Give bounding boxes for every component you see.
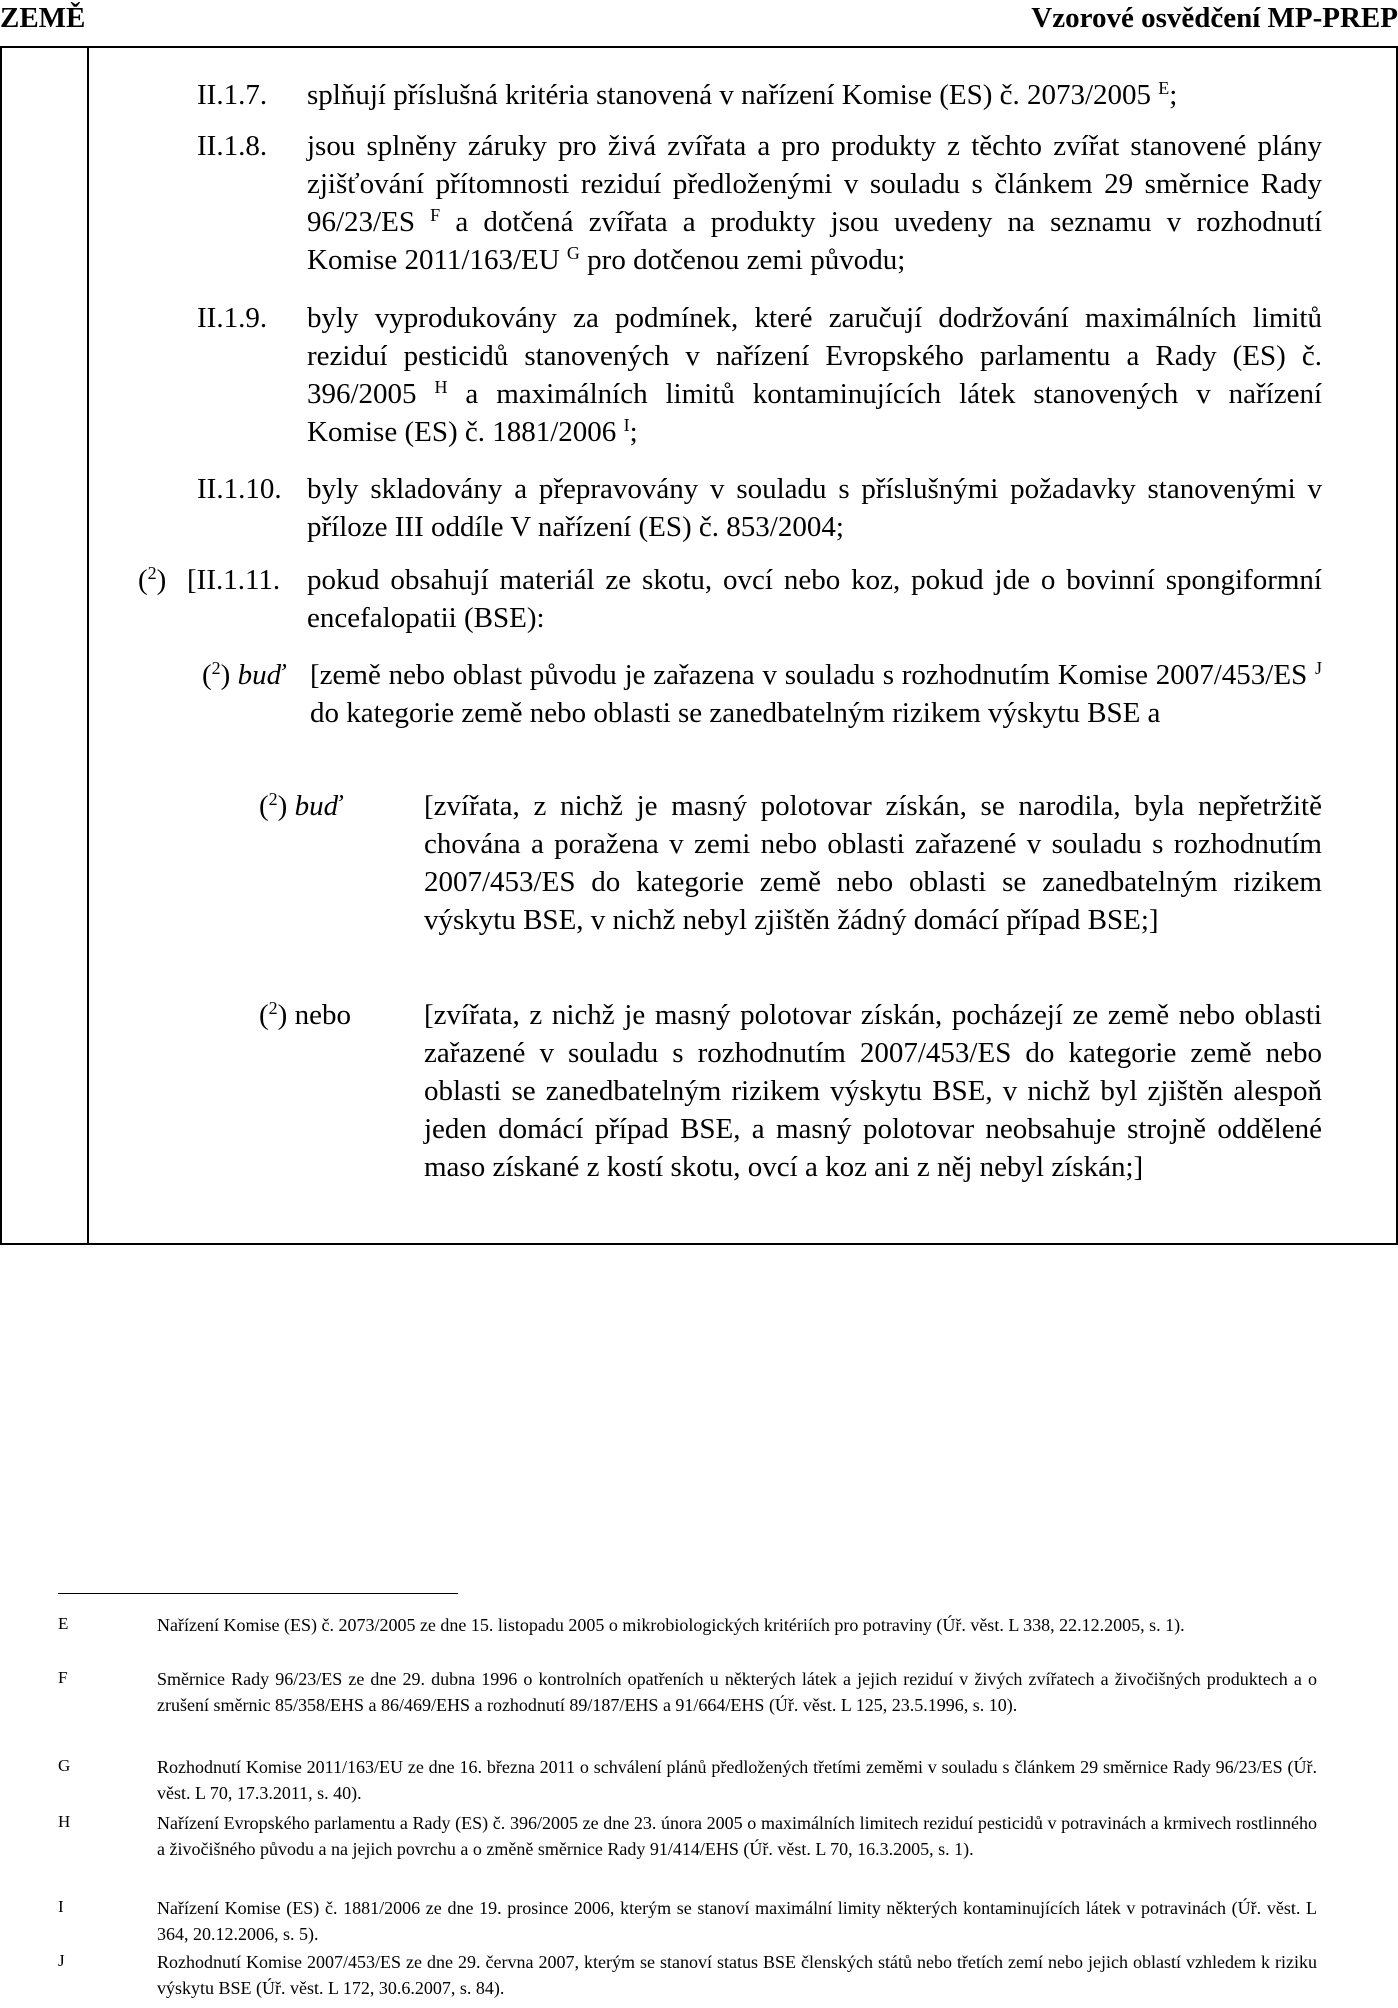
option-text: [zvířata, z nichž je masný polotovar získán, pocházejí ze země nebo oblasti zařazené v souladu s rozhodnutím 2007/453/ES do kategorie země nebo oblasti se zanedbatelným rizikem výskytu BSE, v nichž byl zjištěn alespoň jeden domácí případ BSE, a masný polotovar neobsahuje strojně oddělené maso získané z kostí skotu, ovcí a koz ani z něj nebyl získán;] [424,999,1322,1183]
footnote-ref: I [623,415,630,435]
footnote-text: Rozhodnutí Komise 2007/453/ES ze dne 29. června 2007, kterým se stanoví status BSE členských států nebo třetích zemí nebo jejich oblastí vzhledem k riziku výskytu BSE (Úř. věst. L 172, 30.6.2007, s. 84). [157,1952,1317,1998]
footnote-text: Nařízení Evropského parlamentu a Rady (ES) č. 396/2005 ze dne 23. února 2005 o maximálních limitech reziduí pesticidů v potravinách a krmivech rostlinného a živočišného původu a na jejich povrchu a o změně směrnice Rady 91/414/EHS (Úř. věst. L 70, 16.3.2005, s. 1). [157,1813,1317,1859]
item-number: II.1.8. [197,130,268,162]
footnote-separator [58,1593,458,1594]
item-number: II.1.9. [197,302,268,334]
footnote-ref: H [434,377,448,397]
footnote-letter: J [58,1951,65,1970]
item-text: jsou splněny záruky pro živá zvířata a pro produkty z těchto zvířat stanovené plány zjišťování přítomnosti reziduí předloženými v souladu s článkem 29 směrnice Rady 96/23/ES $^F$ a dotčená zvířata a produkty jsou uvedeny na seznamu v rozhodnutí Komise 2011/163/EU $^G$ pro dotčenou zemi původu; [307,130,1323,276]
footnote-ref: G [566,243,580,263]
item-number: II.1.10. [197,473,282,505]
footnote-letter: I [58,1897,64,1916]
footnote-text: Nařízení Komise (ES) č. 1881/2006 ze dne 19. prosince 2006, kterým se stanoví maximální limity některých kontaminujících látek v potravinách (Úř. věst. L 364, 20.12.2006, s. 5). [157,1898,1317,1944]
footnote-ref: F [430,205,441,225]
frame-column-divider [87,48,89,1243]
header-certificate-title: Vzorové osvědčení MP-PREP [1031,2,1398,34]
item-text: splňují příslušná kritéria stanovená v nařízení Komise (ES) č. 2073/2005 $^E$; [307,78,1178,111]
header-country: ZEMĚ [0,2,86,34]
option-or: ($^2$) nebo [259,998,351,1031]
footnote-letter: F [58,1668,68,1687]
footnote-text: Nařízení Komise (ES) č. 2073/2005 ze dne 15. listopadu 2005 o mikrobiologických kritériích pro potraviny (Úř. věst. L 338, 22.12.2005, s. 1). [157,1615,1185,1635]
option-text: [země nebo oblast původu je zařazena v souladu s rozhodnutím Komise 2007/453/ES $^J$ do kategorie země nebo oblasti se zanedbatelným rizikem výskytu BSE a [310,658,1322,729]
option-either: ($^2$) buď [259,789,342,822]
item-number: II.1.7. [197,79,268,111]
item-text: byly vyprodukovány za podmínek, které zaručují dodržování maximálních limitů reziduí pesticidů stanovených v nařízení Evropského parlamentu a Rady (ES) č. 396/2005 $^H$ a maximálních limitů kontaminujících látek stanovených v nařízení Komise (ES) č. 1881/2006 $^I$; [307,302,1323,448]
footnote-letter: E [58,1614,69,1633]
option-either: ($^2$) buď [202,658,285,691]
footnote-text: Směrnice Rady 96/23/ES ze dne 29. dubna 1996 o kontrolních opatřeních u některých látek a jejich reziduí v živých zvířatech a živočišných produktech a o zrušení směrnic 85/358/EHS a 86/469/EHS a rozhodnutí 89/187/EHS a 91/664/EHS (Úř. věst. L 125, 23.5.1996, s. 10). [157,1669,1317,1715]
option-marker: ($^2$) [138,563,167,596]
item-number: [II.1.11. [187,564,281,596]
option-text: [zvířata, z nichž je masný polotovar získán, se narodila, byla nepřetržitě chována a poražena v zemi nebo oblasti zařazené v souladu s rozhodnutím 2007/453/ES do kategorie země nebo oblasti se zanedbatelným rizikem výskytu BSE, v nichž nebyl zjištěn žádný domácí případ BSE;] [424,790,1322,936]
footnote-ref: E [1158,78,1170,98]
footnote-letter: H [58,1812,71,1831]
footnote-ref: J [1314,658,1322,678]
footnote-letter: G [58,1756,71,1775]
item-text: byly skladovány a přepravovány v souladu s příslušnými požadavky stanovenými v příloze III oddíle V nařízení (ES) č. 853/2004; [307,473,1322,543]
footnote-text: Rozhodnutí Komise 2011/163/EU ze dne 16. března 2011 o schválení plánů předložených třetími zeměmi v souladu s článkem 29 směrnice Rady 96/23/ES (Úř. věst. L 70, 17.3.2011, s. 40). [157,1757,1317,1803]
item-text: pokud obsahují materiál ze skotu, ovcí nebo koz, pokud jde o bovinní spongiformní encefalopatii (BSE): [307,564,1322,634]
